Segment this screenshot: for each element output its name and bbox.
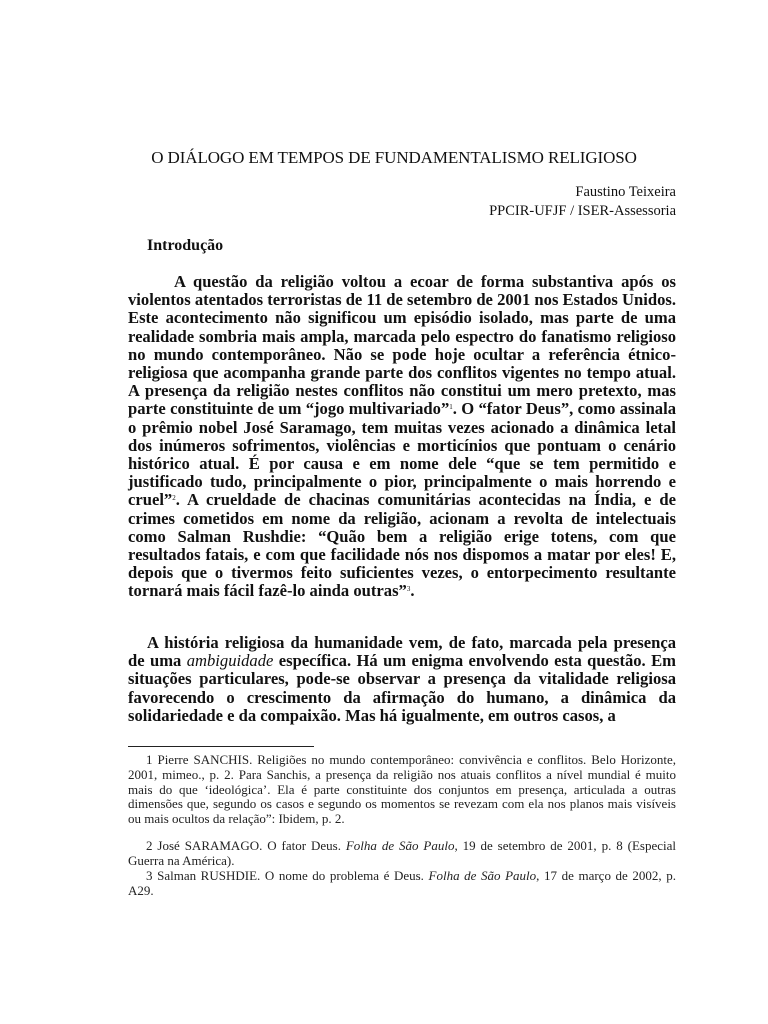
section-heading: Introdução	[147, 237, 224, 254]
paragraph-2-text-a: A história religiosa da humanidade vem, de fato, marcada pela presença de uma	[128, 633, 676, 671]
footnote-separator	[128, 746, 314, 747]
footnote-2	[128, 839, 676, 869]
paragraph-1-text-d: .	[410, 581, 415, 601]
paragraph-2-text-b: específica. Há um enigma envolvendo esta questão. Em situações particulares, pode-se observar a presença da vitalidade religiosa favorecendo o crescimento da afirmação do humano, a dinâmica da solidariedade e da compaixão. Mas há igualmente, em outros casos, a	[128, 651, 676, 725]
footnote-2-text-a: José SARAMAGO. O fator Deus.	[157, 838, 346, 853]
document-title: O DIÁLOGO EM TEMPOS DE FUNDAMENTALISMO RELIGIOSO	[151, 148, 637, 167]
footnote-3-text-a: Salman RUSHDIE. O nome do problema é Deus.	[157, 868, 429, 883]
paragraph-1-text-a: A questão da religião voltou a ecoar de forma substantiva após os violentos atentados terroristas de 11 de setembro de 2001 nos Estados Unidos. Este acontecimento não significou um episódio isolado, mas parte de uma realidade sombria mais ampla, marcada pelo espectro do fanatismo religioso no mundo contemporâneo. Não se pode hoje ocultar a referência étnico-religiosa que acompanha grande parte dos conflitos vigentes no tempo atual. A presença da religião nestes conflitos não constitui um mero pretexto, mas parte constituinte de um “jogo multivariado”	[128, 272, 676, 419]
author-name: Faustino Teixeira	[575, 184, 676, 200]
footnote-ref-1: 1	[449, 403, 453, 412]
footnote-ref-2: 2	[172, 494, 176, 503]
author-affiliation: PPCIR-UFJF / ISER-Assessoria	[489, 203, 676, 219]
footnote-2-text-b: , 19 de setembro de 2001, p. 8 (Especial Guerra na América).	[128, 838, 676, 868]
paragraph-2-emphasis: ambiguidade	[186, 651, 274, 671]
footnote-1-number: 1	[146, 752, 153, 767]
paragraph-1-text-c: . A crueldade de chacinas comunitárias acontecidas na Índia, e de crimes cometidos em nome da religião, acionam a revolta de intelectuais como Salman Rushdie: “Quão bem a religião erige totens, com que resultados fatais, e com que facilidade nós nos dispomos a matar por eles! E, depois que o tivermos feito suficientes vezes, o entorpecimento resultante tornará mais fácil fazê-lo ainda outras”	[128, 490, 676, 601]
footnote-1	[128, 753, 676, 827]
paragraph-1-text-b: . O “fator Deus”, como assinala o prêmio nobel José Saramago, tem muitas vezes acionado a dinâmica letal dos inúmeros sofrimentos, violências e morticínios que pontuam o cenário histórico atual. É por causa e em nome dele “que se tem permitido e justificado tudo, principalmente o pior, principalmente o mais horrendo e cruel”	[128, 399, 677, 510]
paragraph-1	[128, 273, 676, 601]
footnote-2-number: 2	[146, 838, 153, 853]
footnote-3-number: 3	[146, 868, 153, 883]
footnote-1-text: Pierre SANCHIS. Religiões no mundo contemporâneo: convivência e conflitos. Belo Horizonte, 2001, mimeo., p. 2. Para Sanchis, a presença da religião nos atuais conflitos a nível mundial é muito mais do que ‘ideológica’. Ela é parte constituinte dos conjuntos em presença, articulada a outras dimensões que, segundo os casos e segundo os momentos se revezam com ela nos planos mais visíveis ou mais ocultos da relação”: Ibidem, p. 2.	[128, 752, 677, 827]
footnote-3-text-b: , 17 de março de 2002, p. A29.	[128, 868, 676, 898]
paragraph-2	[128, 634, 676, 725]
footnote-3	[128, 869, 676, 899]
footnote-2-source: Folha de São Paulo	[345, 838, 455, 853]
footnote-3-source: Folha de São Paulo	[428, 868, 537, 883]
footnote-ref-3: 3	[406, 585, 411, 594]
